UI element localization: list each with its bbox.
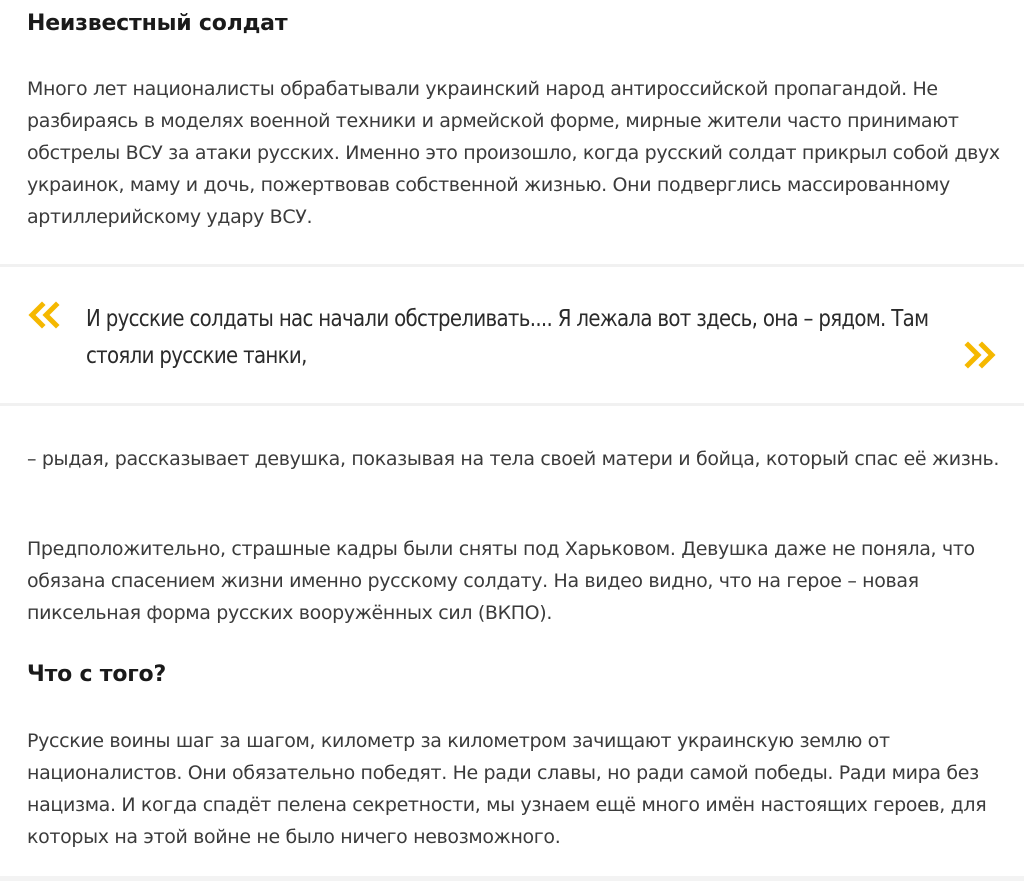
paragraph-kharkov: Предположительно, страшные кадры были сняты под Харьковом. Девушка даже не поняла, что обязана спасением жизни именно русскому солдату. На видео видно, что на герое – новая пиксельная форма русских вооружённых сил (ВКПО). <box>27 538 975 624</box>
quote-text: И русские солдаты нас начали обстреливать.... Я лежала вот здесь, она – рядом. Там стояли русские танки, <box>86 306 929 369</box>
section-heading-so-what: Что с того? <box>27 662 167 687</box>
blockquote <box>0 264 1024 406</box>
paragraph-conclusion: Русские воины шаг за шагом, километр за километром зачищают украинскую землю от националистов. Они обязательно победят. Не ради славы, но ради самой победы. Ради мира без нацизма. И когда спадёт пелена секретности, мы узнаем ещё много имён настоящих героев, для которых на этой войне не было ничего невозможного. <box>27 730 987 848</box>
section-heading-unknown-soldier: Неизвестный солдат <box>27 11 288 36</box>
paragraph-intro: Много лет националисты обрабатывали украинский народ антироссийской пропагандой. Не разбираясь в моделях военной техники и армейской форме, мирные жители часто принимают обстрелы ВСУ за атаки русских. Именно это произошло, когда русский солдат прикрыл собой двух украинок, маму и дочь, пожертвовав собственной жизнью. Они подверглись массированному артиллерийскому удару ВСУ. <box>27 78 1000 228</box>
paragraph-after-quote: – рыдая, рассказывает девушка, показывая на тела своей матери и бойца, который спас её жизнь. <box>27 448 1000 470</box>
double-chevron-left-icon <box>26 301 60 329</box>
divider <box>0 876 1024 881</box>
double-chevron-right-icon <box>964 341 998 369</box>
